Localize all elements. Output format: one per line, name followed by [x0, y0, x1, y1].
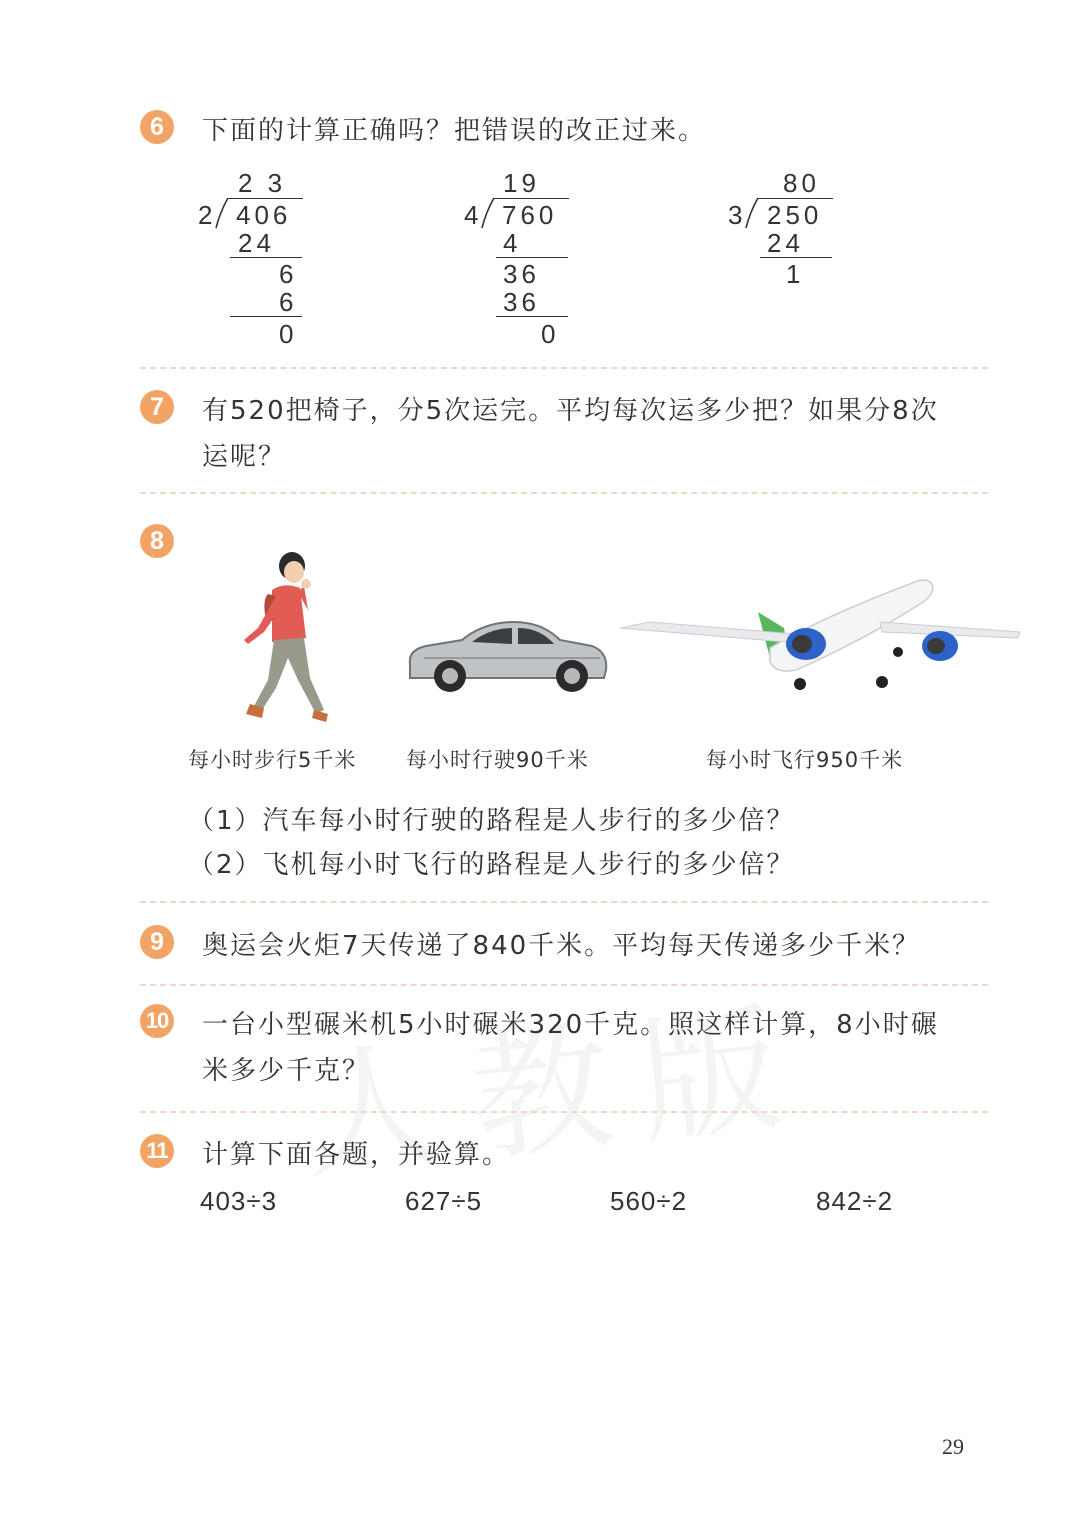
calculation-problem: 842÷2 [816, 1186, 894, 1216]
division-2-line [496, 257, 568, 258]
division-2-top-line [494, 198, 569, 199]
division-2-divisor: 4 [464, 200, 483, 230]
plane-speed-caption: 每小时飞行950千米 [706, 748, 904, 772]
question-9-text: 奥运会火炬7天传递了840千米。平均每天传递多少千米？ [202, 931, 921, 961]
division-1-step: 24 [238, 228, 275, 258]
division-2-step: 0 [541, 319, 560, 349]
walking-speed-caption: 每小时步行5千米 [188, 748, 357, 772]
question-7-line-1: 有520把椅子，分5次运完。平均每次运多少把？如果分8次 [202, 396, 939, 426]
question-10-line-2: 米多少千克？ [202, 1056, 371, 1086]
division-1-line [230, 257, 302, 258]
section-divider [140, 901, 988, 903]
division-2-step: 36 [503, 287, 540, 317]
calculation-problem: 560÷2 [610, 1186, 688, 1216]
division-1-line [230, 316, 302, 317]
division-3-step: 1 [786, 259, 805, 289]
question-10-line-1: 一台小型碾米机5小时碾米320千克。照这样计算，8小时碾 [202, 1010, 939, 1040]
division-3-line [760, 257, 832, 258]
question-11-number: 11 [140, 1134, 174, 1168]
question-7-line-2: 运呢？ [202, 442, 287, 472]
division-3-top-line [758, 198, 833, 199]
division-2-line [496, 316, 568, 317]
division-2-step: 4 [503, 228, 522, 258]
division-2-step: 36 [503, 259, 540, 289]
calculation-problem: 403÷3 [200, 1186, 278, 1216]
car-illustration [404, 614, 610, 696]
question-8-subquestion-1: （1）汽车每小时行驶的路程是人步行的多少倍？ [188, 806, 795, 836]
division-2-quotient: 19 [503, 168, 540, 198]
question-10-number: 10 [140, 1004, 174, 1038]
question-9-number: 9 [140, 925, 174, 959]
car-speed-caption: 每小时行驶90千米 [406, 748, 589, 772]
section-divider [140, 492, 988, 494]
division-1-divisor: 2 [198, 200, 217, 230]
division-3-dividend: 250 [767, 200, 823, 230]
division-1-bracket [214, 196, 232, 230]
question-6-text: 下面的计算正确吗？把错误的改正过来。 [202, 116, 707, 146]
section-divider [140, 367, 988, 369]
division-1-dividend: 406 [236, 200, 292, 230]
division-2-bracket [480, 196, 498, 230]
question-6-number: 6 [140, 110, 174, 144]
section-divider [140, 984, 988, 986]
walking-person-illustration [232, 548, 337, 728]
airplane-illustration [620, 570, 1022, 695]
question-8-subquestion-2: （2）飞机每小时飞行的路程是人步行的多少倍？ [188, 850, 795, 880]
section-divider [140, 1111, 988, 1113]
division-1-step: 0 [279, 319, 298, 349]
division-1-step: 6 [279, 287, 298, 317]
division-1-quotient: 2 3 [238, 168, 287, 198]
question-7-number: 7 [140, 390, 174, 424]
division-1-top-line [228, 198, 303, 199]
division-3-divisor: 3 [728, 200, 747, 230]
division-1-step: 6 [279, 259, 298, 289]
division-3-quotient: 80 [783, 168, 820, 198]
division-3-step: 24 [767, 228, 804, 258]
question-8-number: 8 [140, 524, 174, 558]
page-number: 29 [942, 1434, 964, 1459]
division-2-dividend: 760 [502, 200, 558, 230]
calculation-problem: 627÷5 [405, 1186, 483, 1216]
question-11-text: 计算下面各题，并验算。 [202, 1140, 511, 1170]
division-3-bracket [744, 196, 762, 230]
